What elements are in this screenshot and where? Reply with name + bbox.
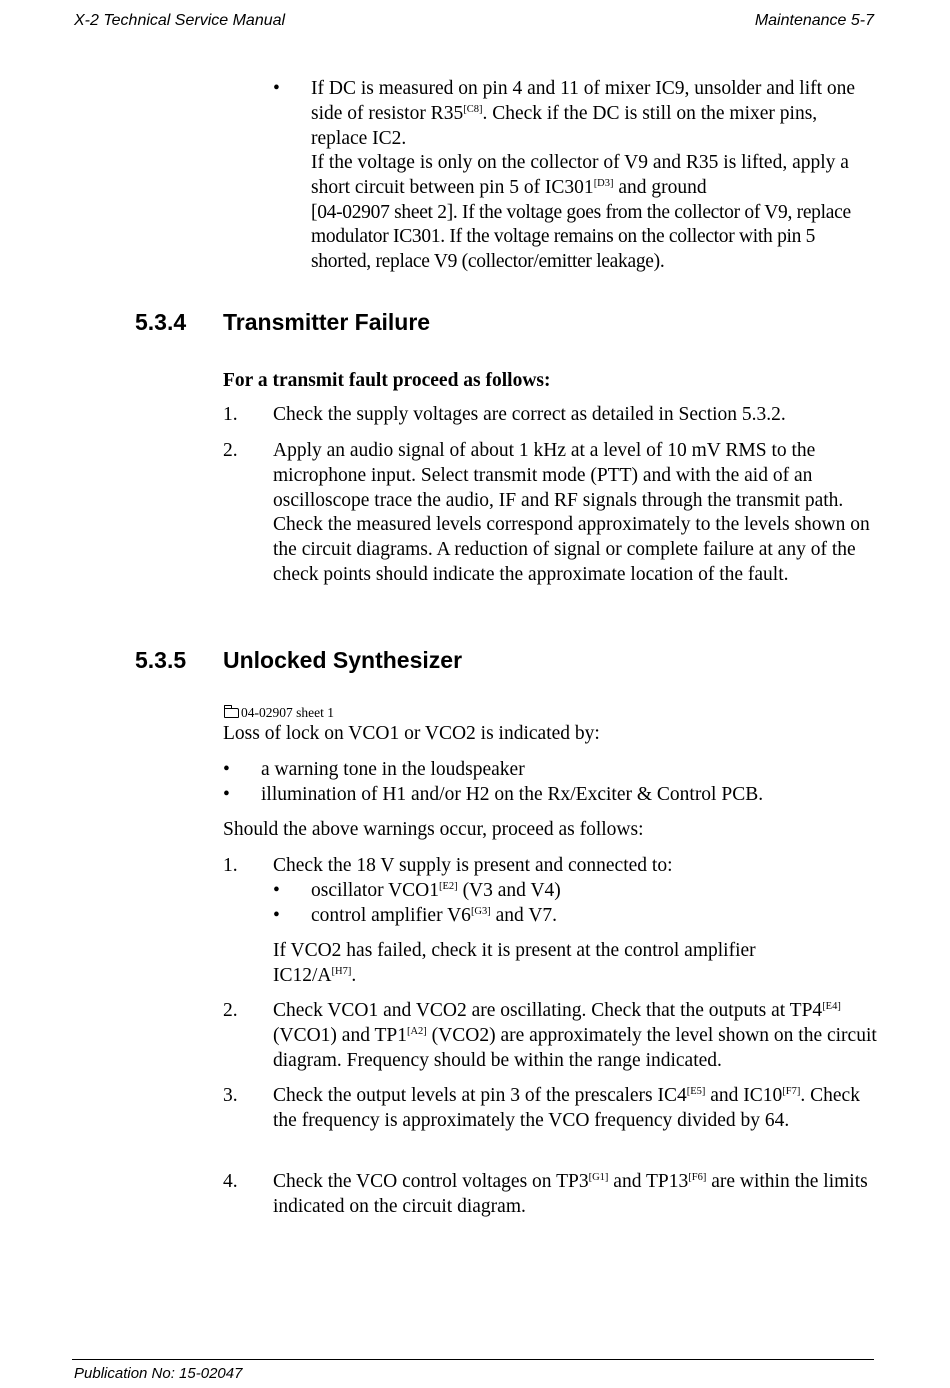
paragraph: Loss of lock on VCO1 or VCO2 is indicated by: (223, 723, 600, 744)
bullet-marker: • (223, 784, 230, 805)
grid-ref: [D3] (593, 177, 614, 189)
item-number: 1. (223, 404, 238, 425)
bullet-marker: • (273, 78, 280, 99)
lead-in-heading: For a transmit fault proceed as follows: (223, 370, 551, 391)
step-text: Check the output levels at pin 3 of the prescalers IC4[E5] and IC10[F7]. Check the frequency is approximately the VCO frequency divided by 64. (273, 1085, 860, 1131)
intro-paragraph-1: If DC is measured on pin 4 and 11 of mixer IC9, unsolder and lift one side of resistor R35[C8]. Check if the DC is still on the mixer pins, replace IC2. (311, 78, 856, 149)
step-text: Apply an audio signal of about 1 kHz at a level of 10 mV RMS to the microphone input. Select transmit mode (PTT) and with the aid of an oscilloscope trace the audio, IF and RF signals through the transmit path. Check the measured levels correspond approximately to the levels shown on the circuit diagrams. A reduction of signal or complete failure at any of the check points should indicate the approximate location of the fault. (273, 440, 870, 585)
step-text: Check the VCO control voltages on TP3[G1] and TP13[F6] are within the limits indicated on the circuit diagram. (273, 1171, 868, 1217)
publication-number: Publication No: 15-02047 (74, 1365, 243, 1382)
item-number: 2. (223, 440, 238, 461)
paragraph: Should the above warnings occur, proceed as follows: (223, 819, 644, 840)
item-number: 2. (223, 1000, 238, 1021)
section-title: Unlocked Synthesizer (223, 647, 463, 673)
item-number: 4. (223, 1171, 238, 1192)
item-number: 3. (223, 1085, 238, 1106)
sheet-reference: [04-02907 sheet 2]. (311, 201, 458, 223)
grid-ref: [F7] (782, 1086, 801, 1097)
bullet-item: illumination of H1 and/or H2 on the Rx/Exciter & Control PCB. (261, 784, 764, 805)
grid-ref: [G3] (470, 906, 491, 917)
grid-ref: [H7] (331, 965, 352, 977)
footer-divider (72, 1359, 874, 1360)
grid-ref: [E2] (439, 881, 458, 892)
bullet-marker: • (223, 759, 230, 780)
drawing-reference: 04-02907 sheet 1 (224, 704, 334, 722)
intro-paragraph-2: If the voltage is only on the collector of V9 and R35 is lifted, apply a short circuit between pin 5 of IC301[D3] and ground [04-02907 sheet 2]. If the voltage goes from the collector of V9, replace modulator IC301. If the voltage remains on the collector with pin 5 shorted, replace V9 (collector/emitter leakage). (311, 152, 851, 273)
grid-ref: [G1] (588, 1172, 609, 1183)
running-header-page: Maintenance 5-7 (754, 12, 874, 29)
sub-bullet-item: control amplifier V6[G3] and V7. (311, 905, 558, 926)
grid-ref: [E4] (822, 1001, 841, 1012)
step-text: Check the 18 V supply is present and connected to: (273, 855, 673, 876)
bullet-marker: • (273, 880, 280, 901)
folder-icon (224, 708, 239, 718)
running-header-title: X-2 Technical Service Manual (74, 12, 286, 29)
section-number: 5.3.5 (135, 647, 187, 673)
section-title: Transmitter Failure (223, 309, 431, 335)
sub-bullet-item: oscillator VCO1[E2] (V3 and V4) (311, 880, 561, 901)
bullet-item: a warning tone in the loudspeaker (261, 759, 525, 780)
section-number: 5.3.4 (135, 309, 187, 335)
grid-ref: [F6] (688, 1172, 707, 1183)
grid-ref: [E5] (686, 1086, 706, 1097)
grid-ref: [C8] (463, 103, 483, 115)
step-note: If VCO2 has failed, check it is present at the control amplifier IC12/A[H7]. (273, 940, 756, 986)
bullet-marker: • (273, 905, 280, 926)
grid-ref: [A2] (406, 1025, 427, 1037)
item-number: 1. (223, 855, 238, 876)
step-text: Check VCO1 and VCO2 are oscillating. Check that the outputs at TP4[E4] (VCO1) and TP1[A2] (VCO2) are approximately the level shown on the circuit diagram. Frequency should be within the range indicated. (273, 1000, 877, 1071)
step-text: Check the supply voltages are correct as detailed in Section 5.3.2. (273, 404, 786, 425)
